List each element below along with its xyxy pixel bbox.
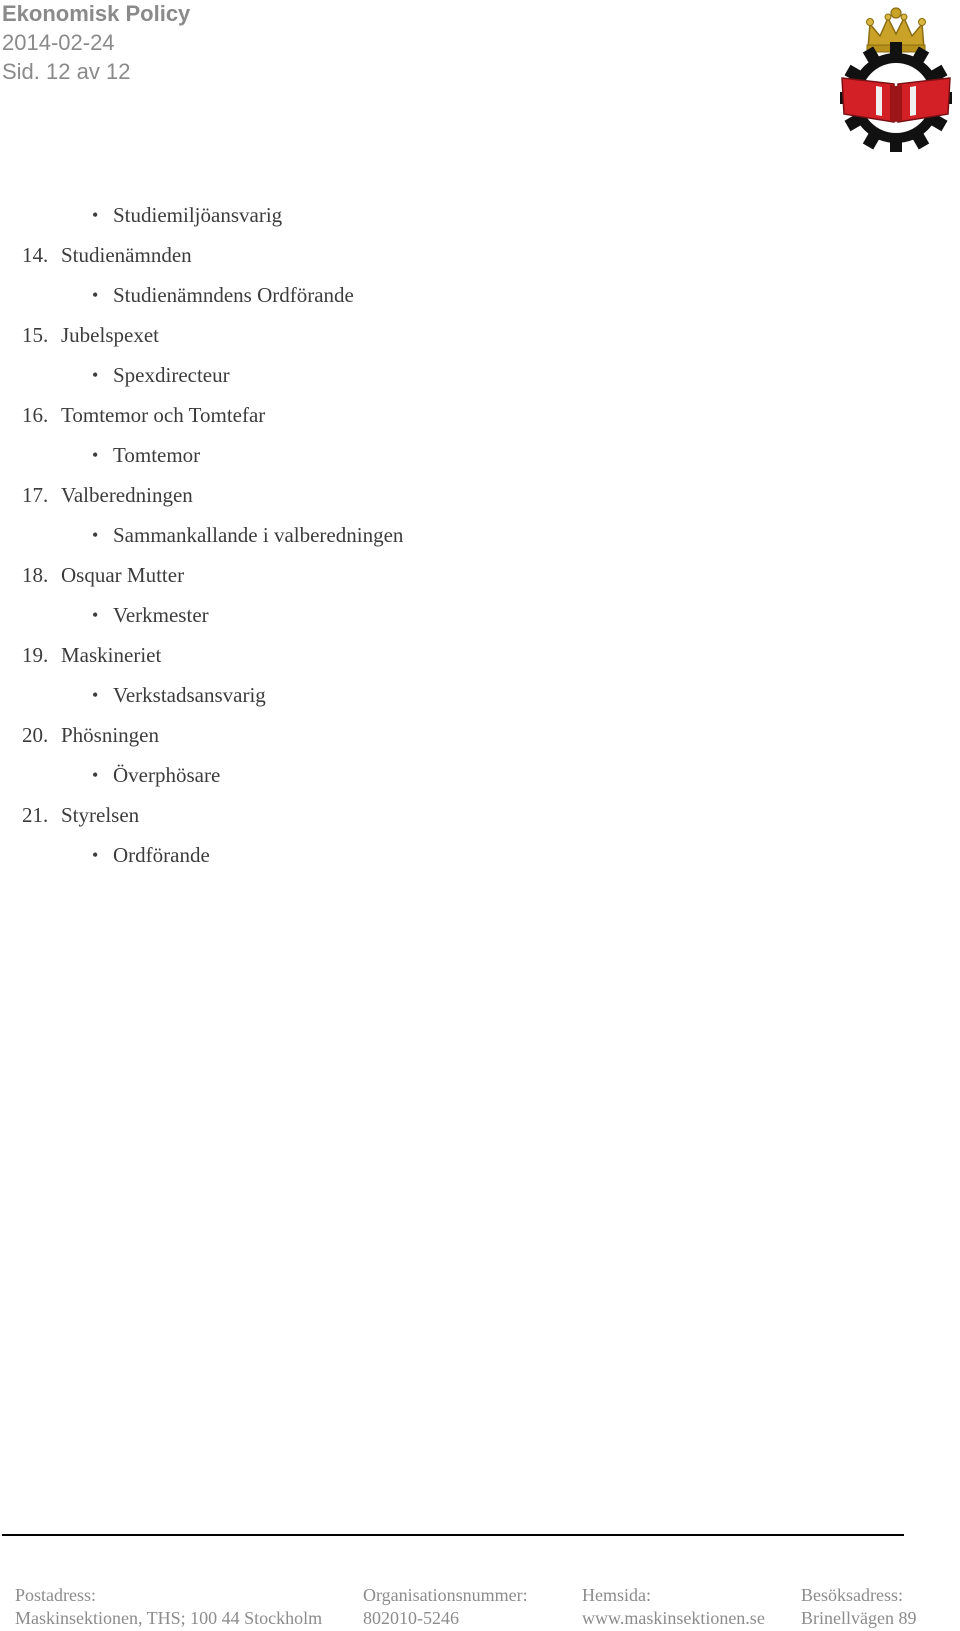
committee-list xyxy=(0,195,900,875)
list-item xyxy=(0,555,900,595)
bullet-icon: • xyxy=(92,365,99,385)
bullet-icon: • xyxy=(92,205,99,225)
item-number: 20. xyxy=(22,723,49,747)
item-number: 17. xyxy=(22,483,49,507)
list-item xyxy=(0,315,900,355)
footer-postadress xyxy=(15,1584,322,1630)
bullet-text: Spexdirecteur xyxy=(113,363,230,387)
list-item-bullet xyxy=(0,835,900,875)
list-item xyxy=(0,795,900,835)
besoksadress-label: Besöksadress: xyxy=(801,1585,903,1605)
list-item xyxy=(0,395,900,435)
logo-emblem-icon xyxy=(836,4,956,152)
list-item-bullet xyxy=(0,675,900,715)
bullet-text: Studienämndens Ordförande xyxy=(113,283,354,307)
bullet-icon: • xyxy=(92,765,99,785)
bullet-text: Sammankallande i valberedningen xyxy=(113,523,404,547)
item-number: 18. xyxy=(22,563,49,587)
list-item xyxy=(0,715,900,755)
footer-hemsida xyxy=(582,1584,765,1630)
list-item xyxy=(0,635,900,675)
item-number: 15. xyxy=(22,323,49,347)
list-item xyxy=(0,475,900,515)
item-title: Valberedningen xyxy=(61,483,193,507)
postadress-value: Maskinsektionen, THS; 100 44 Stockholm xyxy=(15,1608,323,1628)
bullet-text: Studiemiljöansvarig xyxy=(113,203,283,227)
hemsida-label: Hemsida: xyxy=(582,1585,651,1605)
org-label: Organisationsnummer: xyxy=(363,1585,528,1605)
item-title: Tomtemor och Tomtefar xyxy=(61,403,266,427)
bullet-icon: • xyxy=(92,525,99,545)
page-number: Sid. 12 av 12 xyxy=(2,59,131,84)
list-item-bullet xyxy=(0,275,900,315)
item-number: 14. xyxy=(22,243,49,267)
bullet-icon: • xyxy=(92,845,99,865)
footer-divider xyxy=(2,1534,904,1536)
org-value: 802010-5246 xyxy=(363,1608,459,1628)
bullet-text: Tomtemor xyxy=(113,443,201,467)
bullet-icon: • xyxy=(92,285,99,305)
page-footer xyxy=(0,1584,960,1631)
footer-organisationsnummer xyxy=(363,1584,528,1630)
list-item-bullet xyxy=(0,515,900,555)
maskinsektionen-logo xyxy=(836,4,956,152)
bullet-icon: • xyxy=(92,605,99,625)
bullet-icon: • xyxy=(92,685,99,705)
postadress-label: Postadress: xyxy=(15,1585,96,1605)
list-item-bullet xyxy=(0,195,900,235)
item-title: Osquar Mutter xyxy=(61,563,185,587)
bullet-text: Ordförande xyxy=(113,843,210,867)
document-title: Ekonomisk Policy xyxy=(2,1,191,26)
list-item-bullet xyxy=(0,595,900,635)
item-number: 21. xyxy=(22,803,49,827)
item-title: Styrelsen xyxy=(61,803,140,827)
bullet-text: Överphösare xyxy=(113,763,221,787)
item-number: 16. xyxy=(22,403,49,427)
besoksadress-value: Brinellvägen 89 xyxy=(801,1608,917,1628)
list-item-bullet xyxy=(0,755,900,795)
item-title: Jubelspexet xyxy=(61,323,159,347)
item-title: Studienämnden xyxy=(61,243,192,267)
list-item-bullet xyxy=(0,355,900,395)
item-number: 19. xyxy=(22,643,49,667)
item-title: Maskineriet xyxy=(61,643,162,667)
bullet-icon: • xyxy=(92,445,99,465)
hemsida-link[interactable]: www.maskinsektionen.se xyxy=(582,1608,765,1628)
document-date: 2014-02-24 xyxy=(2,30,115,55)
footer-besoksadress xyxy=(801,1584,916,1630)
item-title: Phösningen xyxy=(61,723,160,747)
page-header xyxy=(2,0,190,86)
bullet-text: Verkmester xyxy=(113,603,209,627)
list-item-bullet xyxy=(0,435,900,475)
list-item xyxy=(0,235,900,275)
bullet-text: Verkstadsansvarig xyxy=(113,683,266,707)
